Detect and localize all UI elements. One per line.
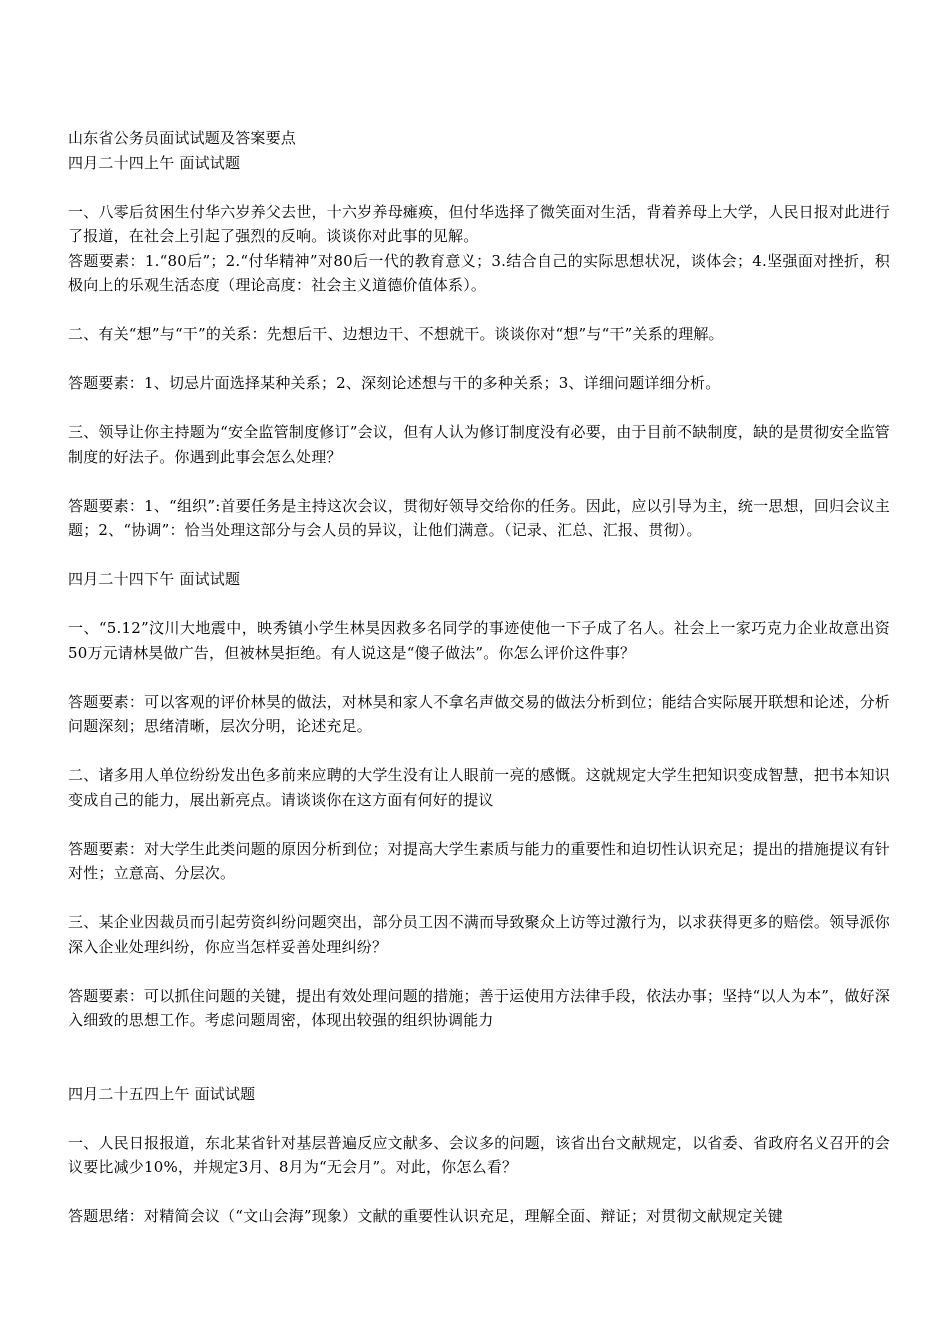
question-text: 一、八零后贫困生付华六岁养父去世，十六岁养母瘫痪，但付华选择了微笑面对生活，背着养母上大学，人民日报对此进行了报道，在社会上引起了强烈的反响。谈谈你对此事的见解。: [68, 202, 890, 245]
answer-text: 答题要素：1、“组织”:首要任务是主持这次会议，贯彻好领导交给你的任务。因此，应以引导为主，统一思想，回归会议主题；2、“协调”：恰当处理这部分与会人员的异议，让他们满意。（记录、汇总、汇报、贯彻）。: [68, 496, 890, 539]
question-text: 二、有关“想”与“干”的关系：先想后干、边想边干、不想就干。谈谈你对“想”与“干”关系的理解。: [68, 325, 724, 343]
section-heading: 四月二十五四上午 面试试题: [68, 1084, 256, 1103]
answer-text: 答题思绪：对精简会议（“文山会海”现象）文献的重要性认识充足，理解全面、辩证；对贯彻文献规定关键: [68, 1207, 783, 1225]
answer-text: 答题要素：1.“80后”；2.“付华精神”对80后一代的教育意义；3.结合自己的实际思想状况，谈体会；4.坚强面对挫折，积极向上的乐观生活态度（理论高度：社会主义道德价值体系）。: [68, 251, 890, 294]
document-page: [68, 126, 890, 1229]
answer-text: 答题要素：1、切忌片面选择某种关系；2、深刻论述想与干的多种关系；3、详细问题详细分析。: [68, 374, 721, 392]
section-heading: 四月二十四上午 面试试题: [68, 153, 241, 172]
question-text: 一、人民日报报道，东北某省针对基层普遍反应文献多、会议多的问题，该省出台文献规定，以省委、省政府名义召开的会议要比减少10%，并规定3月、8月为“无会月”。对此，你怎么看？: [68, 1133, 890, 1176]
question-text: 一、“5.12”汶川大地震中，映秀镇小学生林昊因救多名同学的事迹使他一下子成了名人。社会上一家巧克力企业故意出资50万元请林昊做广告，但被林昊拒绝。有人说这是“傻子做法”。你怎么评价这件事？: [68, 619, 890, 662]
answer-text: 答题要素：对大学生此类问题的原因分析到位；对提高大学生素质与能力的重要性和迫切性认识充足；提出的措施提议有针对性；立意高、分层次。: [68, 839, 890, 882]
question-text: 二、诸多用人单位纷纷发出色多前来应聘的大学生没有让人眼前一亮的感慨。这就规定大学生把知识变成智慧，把书本知识变成自己的能力，展出新亮点。请谈谈你在这方面有何好的提议: [68, 766, 890, 809]
question-text: 三、某企业因裁员而引起劳资纠纷问题突出，部分员工因不满而导致聚众上访等过激行为，以求获得更多的赔偿。领导派你深入企业处理纠纷，你应当怎样妥善处理纠纷？: [68, 913, 890, 956]
answer-text: 答题要素：可以客观的评价林昊的做法，对林昊和家人不拿名声做交易的做法分析到位；能结合实际展开联想和论述，分析问题深刻；思绪清晰，层次分明，论述充足。: [68, 692, 890, 735]
question-text: 三、领导让你主持题为“安全监管制度修订”会议，但有人认为修订制度没有必要，由于目前不缺制度，缺的是贯彻安全监管制度的好法子。你遇到此事会怎么处理？: [68, 423, 890, 466]
section-heading: 四月二十四下午 面试试题: [68, 570, 241, 588]
answer-text: 答题要素：可以抓住问题的关键，提出有效处理问题的措施；善于运使用方法律手段，依法办事；坚持“以人为本”，做好深入细致的思想工作。考虑问题周密，体现出较强的组织协调能力: [68, 986, 890, 1029]
document-title: 山东省公务员面试试题及答案要点: [68, 129, 297, 147]
